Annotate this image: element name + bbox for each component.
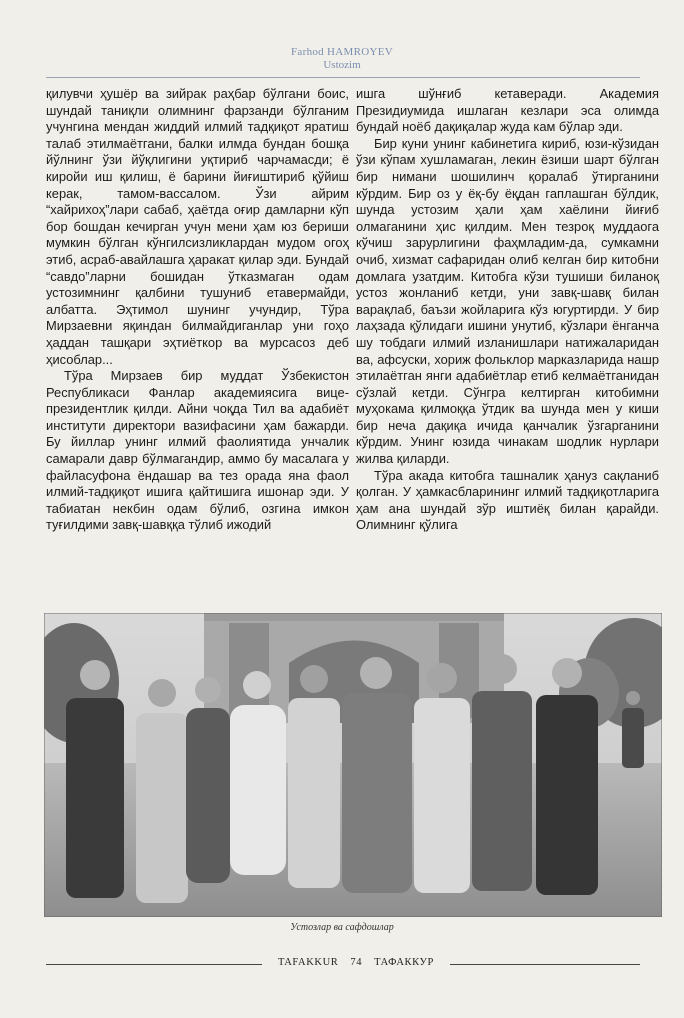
paragraph: Тўра Мирзаев бир муддат Ўзбекистон Республикаси Фанлар академиясига вице-президентлик қилди. Айни чоқда Тил ва адабиёт институти директори вазифасини ҳам бажарди. Бу йиллар унинг илмий фаолиятида унчалик самарали давр бўлмагандир, аммо бу масалага у файласуфона ёндашар ва тез орада яна фаол илмий-тадқиқот ишига қайтишига ишонар эди. У табиатан некбин одам бўлиб, озгина имкон туғилдими завқ-шавққа тўлиб ижодий (46, 368, 349, 533)
left-text-column (46, 86, 349, 534)
paragraph: Бир куни унинг кабинетига кириб, юзи-кўзидан ўзи кўпам хушламаган, лекин ёзиши шарт бўлган бир нимани шошилинч қоралаб ўтирганини кўрдим. Бир оз у ёқ-бу ёқдан гаплашган бўлдик, шунда устозим ҳали ҳам хаёлини йиғиб олмаганини ҳис қилдим. Мен тезроқ муддаога кўчиш зарурлигини фаҳмладим-да, сумкамни очиб, хизмат сафаридан олиб келган бир китобни домлага узатдим. Китобга кўзи тушиши биланоқ устоз жонланиб кетди, уни завқ-шавқ билан варақлаб, баъзи жойларига кўз югуртирди. У бир лаҳзада қўлидаги ишини унутиб, кўзлари ёнганча шу тобдаги илмий изланишлари натижаларидан ва, афсуски, хориж фольклор марказларида нашр этилаётган янги адабиётлар етиб келмаётганидан сўзлай кетди. Сўнгра келтирган китобимни муҳокама қилмоққа ўтдик ва шунда мен у киши бир неча дақиқа ичида қанчалик ўзгарганини кўрдим. Унинг юзида чинакам шодлик нурлари жилва қиларди. (356, 135, 659, 467)
footer-labels (264, 957, 448, 968)
header-section: Ustozim (323, 59, 361, 71)
paragraph: Тўра акада китобга ташналик ҳануз сақланиб қолган. У ҳамкасбларининг илмий тадқиқотларига ҳам ана шундай зўр иштиёқ билан қарайди. Олимнинг қўлига (356, 467, 659, 533)
footer-left-label: TAFAKKUR (278, 957, 339, 968)
group-photo (44, 613, 662, 917)
photo-caption: Устозлар ва сафдошлар (290, 922, 394, 933)
running-header (0, 46, 684, 71)
footer-rule-left (46, 964, 262, 965)
paragraph: қилувчи ҳушёр ва зийрак раҳбар бўлгани боис, шундай таниқли олимнинг фарзанди бўлганим учунгина мендан жиддий илмий тадқиқот яратиш талаб этилмаётгани, балки илмда бундан бошқа йўлнинг ўзи йўқлигини уқтириб чарчамасди; ё киройи иш қилиш, ё барини йиғиштириб қўйиш керак, тамом-вассалом. Ўзи айрим “хайрихоҳ”лари сабаб, ҳаётда оғир дамларни кўп бор бошдан кечирган учун мени ҳам юз бериши мумкин бўлган кўнгилсизликлардан мудом огоҳ этиб, асраб-авайлашга ҳаракат қилар эди. Бундай “савдо”ларни бошидан ўтказмаган одам устозимнинг қалбини тушуниб етавермайди, албатта. Эҳтимол шунинг учундир, Тўра Мирзаевни яқиндан билмайдиганлар уни гоҳо ҳаддан ташқари эҳтиёткор ва мурсасоз деб ҳисоблар... (46, 86, 349, 367)
header-divider (46, 77, 640, 78)
footer-right-label: ТАФАККУР (374, 957, 434, 968)
paragraph: ишга шўнғиб кетаверади. Академия Президиумида ишлаган кезлари эса олимда бундай ноёб дақиқалар жуда кам бўлар эди. (356, 86, 659, 135)
footer-rule-right (450, 964, 640, 965)
header-author: Farhod HAMROYEV (291, 46, 393, 58)
right-text-column (356, 86, 659, 534)
page-number: 74 (350, 957, 363, 968)
group-photo-image (44, 613, 662, 917)
page-footer (0, 957, 684, 973)
